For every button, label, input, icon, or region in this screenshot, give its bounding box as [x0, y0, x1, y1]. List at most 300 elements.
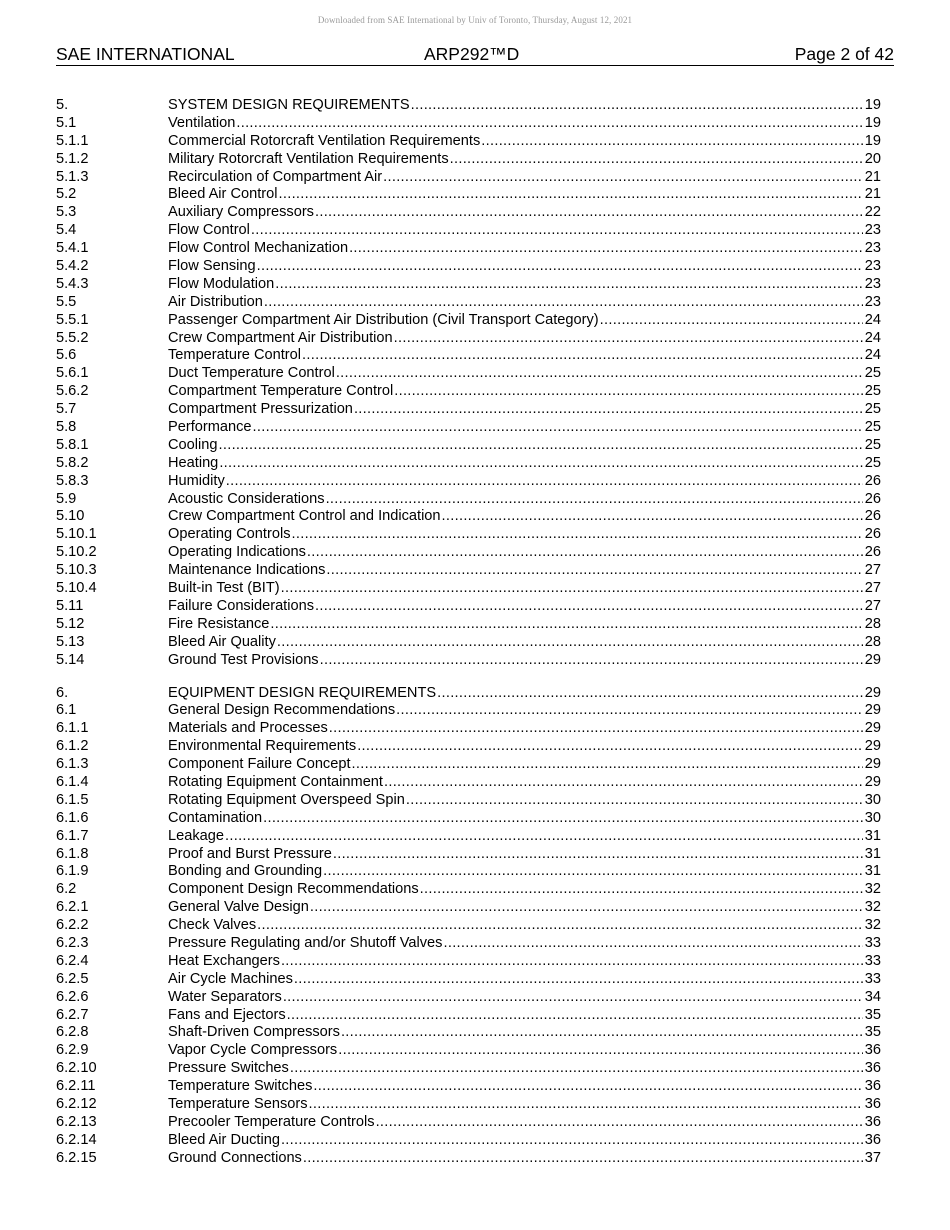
toc-entry-title: Compartment Pressurization [168, 401, 353, 418]
toc-dot-leader [287, 1007, 863, 1025]
toc-entry-page: 36 [864, 1095, 881, 1112]
toc-entry-number: 6.2.8 [56, 1024, 89, 1041]
toc-dot-leader [292, 526, 864, 544]
toc-entry[interactable] [56, 685, 881, 703]
toc-entry-page: 26 [864, 472, 881, 489]
toc-dot-leader [219, 437, 864, 455]
toc-entry-number: 5.11 [56, 597, 84, 614]
toc-dot-leader [437, 685, 863, 703]
toc-entry[interactable] [56, 419, 881, 437]
toc-entry-number: 5.7 [56, 401, 77, 418]
toc-entry-title: Ground Connections [168, 1149, 302, 1166]
toc-entry-page: 23 [864, 222, 881, 239]
toc-entry-page: 37 [864, 1149, 881, 1166]
toc-dot-leader [236, 115, 863, 133]
toc-entry-page: 34 [864, 988, 881, 1005]
toc-entry-title: Humidity [168, 472, 225, 489]
toc-entry-title: Air Distribution [168, 293, 263, 310]
toc-entry[interactable] [56, 240, 881, 258]
toc-entry-page: 20 [864, 150, 881, 167]
toc-entry-number: 5.8.2 [56, 454, 89, 471]
toc-entry-page: 19 [864, 132, 881, 149]
toc-entry[interactable] [56, 616, 881, 634]
toc-entry-title: Bleed Air Quality [168, 633, 276, 650]
toc-entry-page: 24 [864, 347, 881, 364]
toc-entry-title: Compartment Temperature Control [168, 383, 394, 400]
toc-entry-number: 6. [56, 684, 69, 701]
toc-entry-number: 5.5 [56, 293, 77, 310]
toc-entry-page: 25 [864, 401, 881, 418]
toc-entry-page: 36 [864, 1042, 881, 1059]
toc-entry-number: 5.10.3 [56, 562, 97, 579]
toc-entry-title: Failure Considerations [168, 597, 315, 614]
toc-entry[interactable] [56, 544, 881, 562]
toc-entry-title: Heat Exchangers [168, 952, 280, 969]
toc-dot-leader [336, 365, 863, 383]
toc-dot-leader [251, 222, 863, 240]
toc-entry-page: 32 [864, 881, 881, 898]
toc-dot-leader [383, 169, 863, 187]
toc-dot-leader [294, 971, 863, 989]
toc-entry-title: Auxiliary Compressors [168, 204, 314, 221]
toc-entry-number: 6.1.1 [56, 720, 89, 737]
toc-dot-leader [279, 186, 863, 204]
toc-entry-title: Ventilation [168, 114, 236, 131]
toc-entry-page: 31 [864, 863, 881, 880]
toc-entry-title: Contamination [168, 809, 263, 826]
toc-entry[interactable] [56, 702, 881, 720]
toc-entry[interactable] [56, 222, 881, 240]
toc-entry-page: 31 [864, 845, 881, 862]
toc-dot-leader [303, 1150, 863, 1168]
toc-entry-page: 29 [864, 651, 881, 668]
toc-dot-leader [394, 330, 863, 348]
toc-entry-title: Heating [168, 454, 219, 471]
toc-entry-page: 29 [864, 720, 881, 737]
toc-dot-leader [263, 810, 863, 828]
toc-dot-leader [225, 828, 863, 846]
toc-entry-page: 19 [864, 114, 881, 131]
toc-entry[interactable] [56, 971, 881, 989]
toc-entry-number: 5.1 [56, 114, 77, 131]
toc-entry-number: 5.10 [56, 508, 85, 525]
toc-entry[interactable] [56, 347, 881, 365]
toc-entry-page: 36 [864, 1131, 881, 1148]
toc-dot-leader [442, 508, 863, 526]
toc-dot-leader [354, 401, 863, 419]
toc-entry[interactable] [56, 828, 881, 846]
toc-dot-leader [443, 935, 863, 953]
toc-entry-page: 26 [864, 544, 881, 561]
toc-entry-number: 5.8.3 [56, 472, 89, 489]
toc-dot-leader [281, 580, 863, 598]
download-watermark: Downloaded from SAE International by Univ of Toronto, Thursday, August 12, 2021 [317, 15, 633, 25]
toc-entry-number: 5.4 [56, 222, 77, 239]
toc-entry-title: Pressure Switches [168, 1060, 289, 1077]
toc-entry-number: 5.1.1 [56, 132, 89, 149]
toc-entry[interactable] [56, 437, 881, 455]
toc-dot-leader [315, 204, 863, 222]
toc-entry[interactable] [56, 526, 881, 544]
toc-entry-page: 24 [864, 329, 881, 346]
toc-entry-title: Rotating Equipment Overspeed Spin [168, 791, 405, 808]
toc-entry[interactable] [56, 899, 881, 917]
toc-entry-title: Performance [168, 419, 252, 436]
toc-entry-page: 25 [864, 454, 881, 471]
toc-dot-leader [338, 1042, 863, 1060]
toc-entry-page: 29 [864, 773, 881, 790]
toc-entry-number: 6.1.5 [56, 791, 89, 808]
toc-entry-page: 25 [864, 419, 881, 436]
toc-entry-page: 29 [864, 702, 881, 719]
toc-entry[interactable] [56, 774, 881, 792]
toc-entry-number: 6.1.4 [56, 773, 89, 790]
toc-entry-page: 25 [864, 436, 881, 453]
toc-entry[interactable] [56, 1007, 881, 1025]
toc-entry[interactable] [56, 1078, 881, 1096]
toc-dot-leader [396, 702, 863, 720]
toc-entry-title: Operating Indications [168, 544, 306, 561]
toc-dot-leader [257, 258, 863, 276]
toc-entry-title: Maintenance Indications [168, 562, 326, 579]
toc-entry-title: Commercial Rotorcraft Ventilation Requirements [168, 132, 481, 149]
toc-entry-title: General Design Recommendations [168, 702, 396, 719]
toc-entry-page: 23 [864, 275, 881, 292]
toc-dot-leader [349, 240, 863, 258]
toc-dot-leader [323, 863, 863, 881]
toc-dot-leader [264, 294, 863, 312]
toc-dot-leader [281, 1132, 863, 1150]
toc-entry[interactable] [56, 151, 881, 169]
toc-entry-page: 26 [864, 526, 881, 543]
toc-dot-leader [600, 312, 863, 330]
toc-entry[interactable] [56, 1042, 881, 1060]
organization-name: SAE INTERNATIONAL [56, 44, 235, 64]
toc-entry-page: 23 [864, 240, 881, 257]
toc-entry[interactable] [56, 365, 881, 383]
toc-entry-number: 5.6.1 [56, 365, 89, 382]
toc-entry[interactable] [56, 312, 881, 330]
toc-entry[interactable] [56, 634, 881, 652]
toc-entry-title: Vapor Cycle Compressors [168, 1042, 338, 1059]
toc-entry[interactable] [56, 881, 881, 899]
toc-entry-title: Precooler Temperature Controls [168, 1113, 375, 1130]
toc-entry[interactable] [56, 863, 881, 881]
toc-entry-page: 28 [864, 615, 881, 632]
toc-entry[interactable] [56, 1114, 881, 1132]
toc-entry[interactable] [56, 133, 881, 151]
toc-dot-leader [384, 774, 863, 792]
toc-entry-number: 6.1 [56, 702, 77, 719]
toc-entry[interactable] [56, 258, 881, 276]
toc-entry-title: Recirculation of Compartment Air [168, 168, 383, 185]
toc-entry-title: Leakage [168, 827, 224, 844]
toc-entry-page: 21 [864, 186, 881, 203]
toc-entry-page: 29 [864, 756, 881, 773]
toc-entry-number: 6.2 [56, 881, 77, 898]
toc-section [56, 685, 881, 1168]
toc-entry-number: 6.2.5 [56, 970, 89, 987]
toc-dot-leader [277, 634, 863, 652]
toc-entry-number: 5.2 [56, 186, 77, 203]
toc-entry-number: 5.5.1 [56, 311, 89, 328]
toc-entry-title: Duct Temperature Control [168, 365, 335, 382]
toc-entry-number: 5.8 [56, 419, 77, 436]
toc-entry-title: Crew Compartment Control and Indication [168, 508, 441, 525]
toc-entry[interactable] [56, 1060, 881, 1078]
toc-entry-title: Flow Control [168, 222, 250, 239]
toc-entry[interactable] [56, 401, 881, 419]
toc-entry-number: 6.2.9 [56, 1042, 89, 1059]
toc-entry-page: 32 [864, 917, 881, 934]
toc-dot-leader [253, 419, 863, 437]
toc-entry-title: Bonding and Grounding [168, 863, 323, 880]
toc-entry[interactable] [56, 97, 881, 115]
toc-entry-number: 6.2.12 [56, 1095, 97, 1112]
toc-dot-leader [313, 1078, 863, 1096]
toc-entry-number: 5.4.2 [56, 258, 89, 275]
toc-entry-page: 26 [864, 508, 881, 525]
toc-entry-title: Materials and Processes [168, 720, 328, 737]
toc-entry[interactable] [56, 917, 881, 935]
toc-entry[interactable] [56, 738, 881, 756]
toc-entry-number: 5.14 [56, 651, 85, 668]
toc-entry-number: 6.2.11 [56, 1078, 96, 1095]
toc-entry-page: 23 [864, 293, 881, 310]
toc-entry[interactable] [56, 204, 881, 222]
toc-entry-number: 6.1.3 [56, 756, 89, 773]
toc-entry-page: 28 [864, 633, 881, 650]
toc-entry-number: 5.4.1 [56, 240, 89, 257]
toc-entry-number: 6.2.10 [56, 1060, 97, 1077]
toc-entry[interactable] [56, 792, 881, 810]
toc-entry-title: Water Separators [168, 988, 282, 1005]
toc-entry-title: General Valve Design [168, 899, 309, 916]
toc-entry-number: 5.1.3 [56, 168, 89, 185]
toc-dot-leader [275, 276, 863, 294]
toc-entry[interactable] [56, 598, 881, 616]
toc-entry-page: 36 [864, 1078, 881, 1095]
toc-entry-title: EQUIPMENT DESIGN REQUIREMENTS [168, 684, 437, 701]
toc-entry-title: Bleed Air Control [168, 186, 278, 203]
toc-entry[interactable] [56, 186, 881, 204]
toc-dot-leader [333, 846, 863, 864]
toc-dot-leader [307, 544, 863, 562]
toc-dot-leader [329, 720, 863, 738]
toc-entry[interactable] [56, 115, 881, 133]
toc-entry-number: 5.1.2 [56, 150, 89, 167]
toc-entry-number: 5.6.2 [56, 383, 89, 400]
toc-entry-page: 35 [864, 1024, 881, 1041]
toc-entry-title: Component Design Recommendations [168, 881, 419, 898]
toc-entry-number: 5.8.1 [56, 436, 89, 453]
toc-entry[interactable] [56, 1096, 881, 1114]
toc-entry-page: 33 [864, 970, 881, 987]
toc-entry[interactable] [56, 294, 881, 312]
toc-dot-leader [357, 738, 863, 756]
toc-dot-leader [309, 1096, 863, 1114]
toc-entry-number: 6.2.4 [56, 952, 89, 969]
document-id: ARP292™D [424, 44, 520, 64]
toc-entry-number: 6.2.6 [56, 988, 89, 1005]
toc-entry-page: 36 [864, 1113, 881, 1130]
toc-entry-title: Component Failure Concept [168, 756, 351, 773]
toc-entry-number: 6.2.7 [56, 1006, 89, 1023]
toc-dot-leader [420, 881, 863, 899]
toc-entry-title: Cooling [168, 436, 218, 453]
toc-entry[interactable] [56, 810, 881, 828]
toc-dot-leader [290, 1060, 863, 1078]
toc-entry-title: Crew Compartment Air Distribution [168, 329, 393, 346]
toc-dot-leader [226, 473, 863, 491]
toc-entry[interactable] [56, 330, 881, 348]
toc-entry-page: 29 [864, 738, 881, 755]
toc-entry-page: 27 [864, 562, 881, 579]
toc-entry-number: 5.10.1 [56, 526, 97, 543]
toc-entry[interactable] [56, 953, 881, 971]
toc-entry-title: Shaft-Driven Compressors [168, 1024, 340, 1041]
toc-entry-title: Acoustic Considerations [168, 490, 325, 507]
toc-entry-page: 27 [864, 580, 881, 597]
toc-entry[interactable] [56, 652, 881, 670]
toc-entry-page: 31 [864, 827, 881, 844]
toc-dot-leader [270, 616, 863, 634]
toc-entry-page: 30 [864, 809, 881, 826]
toc-entry-number: 6.1.2 [56, 738, 89, 755]
table-of-contents [56, 97, 881, 1168]
toc-entry-title: Military Rotorcraft Ventilation Requirements [168, 150, 449, 167]
toc-entry-page: 30 [864, 791, 881, 808]
toc-entry-title: Flow Sensing [168, 258, 256, 275]
toc-entry-number: 5.9 [56, 490, 77, 507]
toc-entry-number: 5.10.2 [56, 544, 97, 561]
toc-entry-title: Built-in Test (BIT) [168, 580, 280, 597]
toc-entry-page: 24 [864, 311, 881, 328]
toc-entry[interactable] [56, 383, 881, 401]
toc-dot-leader [283, 989, 863, 1007]
toc-entry-title: Rotating Equipment Containment [168, 773, 383, 790]
toc-section [56, 97, 881, 670]
toc-entry[interactable] [56, 1024, 881, 1042]
toc-entry[interactable] [56, 846, 881, 864]
toc-entry-page: 21 [864, 168, 881, 185]
page-number: Page 2 of 42 [794, 44, 894, 64]
toc-entry-number: 6.2.2 [56, 917, 89, 934]
toc-entry-number: 5.13 [56, 633, 85, 650]
toc-entry-page: 32 [864, 899, 881, 916]
toc-entry[interactable] [56, 508, 881, 526]
toc-entry[interactable] [56, 1132, 881, 1150]
toc-entry-page: 25 [864, 365, 881, 382]
toc-entry[interactable] [56, 562, 881, 580]
toc-entry-title: Operating Controls [168, 526, 291, 543]
toc-entry-page: 35 [864, 1006, 881, 1023]
toc-entry-page: 29 [864, 684, 881, 701]
toc-dot-leader [406, 792, 863, 810]
toc-entry[interactable] [56, 756, 881, 774]
toc-entry-title: Passenger Compartment Air Distribution (Civil Transport Category) [168, 311, 599, 328]
toc-entry-number: 6.2.13 [56, 1113, 97, 1130]
toc-entry-number: 6.2.1 [56, 899, 89, 916]
toc-entry-number: 6.2.15 [56, 1149, 97, 1166]
toc-entry-number: 5. [56, 97, 69, 113]
toc-dot-leader [315, 598, 863, 616]
toc-entry[interactable] [56, 989, 881, 1007]
toc-entry-number: 6.2.14 [56, 1131, 97, 1148]
toc-entry[interactable] [56, 580, 881, 598]
toc-dot-leader [326, 491, 863, 509]
toc-entry[interactable] [56, 1150, 881, 1168]
toc-entry-title: Proof and Burst Pressure [168, 845, 332, 862]
toc-dot-leader [450, 151, 863, 169]
toc-dot-leader [320, 652, 863, 670]
toc-entry-title: Flow Modulation [168, 275, 275, 292]
toc-entry-number: 5.12 [56, 615, 85, 632]
toc-entry-title: Temperature Sensors [168, 1095, 308, 1112]
toc-entry-number: 5.3 [56, 204, 77, 221]
toc-entry-title: Fire Resistance [168, 615, 270, 632]
toc-entry-number: 5.4.3 [56, 275, 89, 292]
toc-dot-leader [376, 1114, 863, 1132]
toc-entry-title: Air Cycle Machines [168, 970, 293, 987]
toc-entry-title: Fans and Ejectors [168, 1006, 286, 1023]
page-header [56, 43, 894, 66]
toc-entry-page: 36 [864, 1060, 881, 1077]
toc-entry-number: 6.1.8 [56, 845, 89, 862]
toc-entry[interactable] [56, 169, 881, 187]
toc-entry-title: Check Valves [168, 917, 257, 934]
toc-entry-number: 5.10.4 [56, 580, 97, 597]
toc-entry-page: 26 [864, 490, 881, 507]
toc-entry-number: 5.6 [56, 347, 77, 364]
toc-entry-page: 25 [864, 383, 881, 400]
toc-dot-leader [219, 455, 863, 473]
toc-entry-title: Temperature Switches [168, 1078, 313, 1095]
toc-dot-leader [394, 383, 863, 401]
toc-entry[interactable] [56, 473, 881, 491]
toc-dot-leader [302, 347, 863, 365]
toc-dot-leader [281, 953, 863, 971]
toc-entry-page: 33 [864, 934, 881, 951]
toc-entry[interactable] [56, 276, 881, 294]
toc-entry-title: Environmental Requirements [168, 738, 357, 755]
toc-entry-title: Ground Test Provisions [168, 651, 319, 668]
toc-entry-title: Temperature Control [168, 347, 302, 364]
toc-entry-page: 27 [864, 597, 881, 614]
toc-entry-number: 6.1.7 [56, 827, 89, 844]
toc-entry[interactable] [56, 935, 881, 953]
toc-dot-leader [326, 562, 863, 580]
toc-entry[interactable] [56, 491, 881, 509]
toc-dot-leader [310, 899, 863, 917]
toc-entry-number: 5.5.2 [56, 329, 89, 346]
toc-entry[interactable] [56, 720, 881, 738]
toc-entry-page: 19 [864, 97, 881, 113]
toc-entry-title: Flow Control Mechanization [168, 240, 349, 257]
toc-entry-title: Bleed Air Ducting [168, 1131, 280, 1148]
toc-entry-number: 6.1.6 [56, 809, 89, 826]
toc-dot-leader [341, 1024, 863, 1042]
toc-entry-number: 6.2.3 [56, 934, 89, 951]
toc-entry-title: Pressure Regulating and/or Shutoff Valves [168, 934, 443, 951]
toc-dot-leader [257, 917, 863, 935]
toc-dot-leader [352, 756, 863, 774]
toc-dot-leader [411, 97, 863, 115]
toc-dot-leader [481, 133, 863, 151]
toc-entry-number: 6.1.9 [56, 863, 89, 880]
toc-entry[interactable] [56, 455, 881, 473]
toc-entry-page: 23 [864, 258, 881, 275]
